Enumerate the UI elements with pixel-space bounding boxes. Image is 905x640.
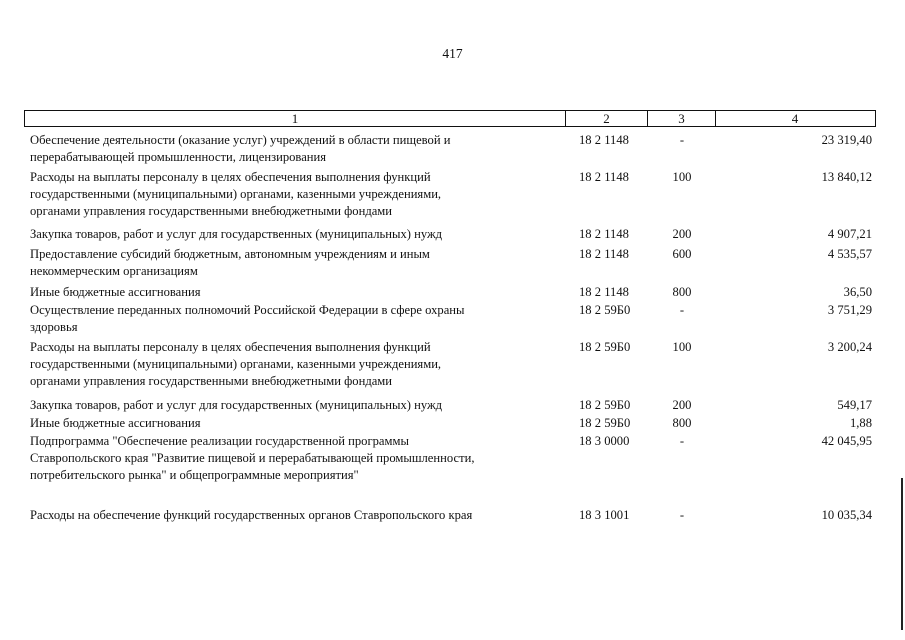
row-amount: 13 840,12 [821,170,872,184]
description-line: Расходы на выплаты персоналу в целях обеспечения выполнения функций [30,170,431,184]
page-number: 417 [442,46,463,61]
description-line: здоровья [30,320,78,334]
row-description [30,226,570,243]
row-code: 18 2 1148 [579,285,629,299]
row-amount: 1,88 [849,416,872,430]
row-amount: 4 907,21 [827,227,872,241]
row-expense-type: 600 [672,247,692,261]
row-description [30,507,570,524]
description-line: Подпрограмма "Обеспечение реализации государственной программы [30,434,409,448]
header-col-1: 1 [291,111,299,126]
header-col-3: 3 [678,111,685,126]
row-code: 18 2 1148 [579,133,629,147]
row-description [30,302,570,336]
description-line: Закупка товаров, работ и услуг для государственных (муниципальных) нужд [30,227,443,241]
row-expense-type: - [679,434,685,448]
description-line: государственными (муниципальными) органами, казенными учреждениями, [30,187,442,201]
row-description [30,415,570,432]
row-expense-type: 200 [672,227,692,241]
row-code: 18 2 59Б0 [579,416,631,430]
row-amount: 36,50 [843,285,872,299]
row-description [30,169,570,220]
row-code: 18 2 1148 [579,170,629,184]
row-expense-type: - [679,508,685,522]
row-amount: 3 200,24 [827,340,872,354]
row-expense-type: 800 [672,285,692,299]
row-description [30,397,570,414]
row-code: 18 2 59Б0 [579,303,631,317]
description-line: Расходы на выплаты персоналу в целях обеспечения выполнения функций [30,340,431,354]
row-amount: 3 751,29 [827,303,872,317]
row-code: 18 3 0000 [579,434,630,448]
description-line: Ставропольского края "Развитие пищевой и перерабатывающей промышленности, [30,451,475,465]
row-code: 18 2 1148 [579,247,629,261]
description-line: органами управления государственными внебюджетными фондами [30,374,393,388]
description-line: Обеспечение деятельности (оказание услуг) учреждений в области пищевой и [30,133,451,147]
description-line: Предоставление субсидий бюджетным, автономным учреждениям и иным [30,247,430,261]
description-line: государственными (муниципальными) органами, казенными учреждениями, [30,357,442,371]
description-line: Расходы на обеспечение функций государственных органов Ставропольского края [30,508,473,522]
row-expense-type: 800 [672,416,692,430]
table-header [24,110,876,127]
description-line: Иные бюджетные ассигнования [30,285,201,299]
description-line: Иные бюджетные ассигнования [30,416,201,430]
header-col-2: 2 [603,111,610,126]
row-description [30,339,570,390]
description-line: Закупка товаров, работ и услуг для государственных (муниципальных) нужд [30,398,443,412]
description-line: органами управления государственными внебюджетными фондами [30,204,393,218]
row-description [30,284,570,301]
row-expense-type: - [679,133,685,147]
row-code: 18 2 59Б0 [579,340,631,354]
row-description [30,433,570,484]
row-expense-type: 100 [672,340,692,354]
row-amount: 23 319,40 [821,133,872,147]
row-expense-type: 200 [672,398,692,412]
row-code: 18 2 59Б0 [579,398,631,412]
row-code: 18 2 1148 [579,227,629,241]
row-amount: 10 035,34 [821,508,872,522]
row-expense-type: - [679,303,685,317]
scan-edge-mark [901,478,903,630]
row-amount: 4 535,57 [827,247,872,261]
description-line: потребительского рынка" и общепрограммные мероприятия" [30,468,359,482]
description-line: Осуществление переданных полномочий Российской Федерации в сфере охраны [30,303,465,317]
row-description [30,132,570,166]
row-expense-type: 100 [672,170,692,184]
header-col-4: 4 [791,111,799,126]
description-line: перерабатывающей промышленности, лицензирования [30,150,327,164]
row-amount: 42 045,95 [821,434,872,448]
description-line: некоммерческим организациям [30,264,198,278]
budget-table [24,110,876,522]
row-amount: 549,17 [837,398,872,412]
row-description [30,246,570,280]
row-code: 18 3 1001 [579,508,630,522]
